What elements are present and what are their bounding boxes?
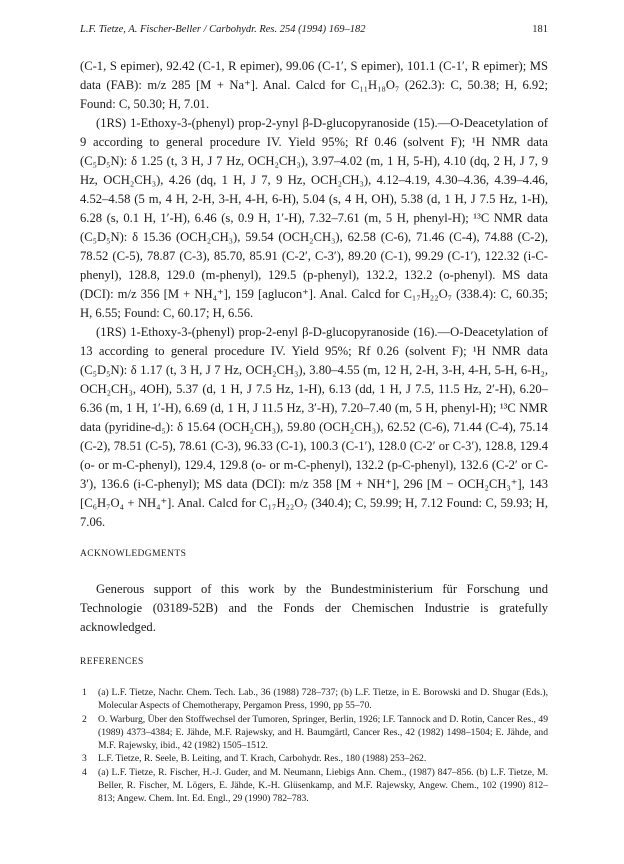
paragraph-compound-16: (1RS) 1-Ethoxy-3-(phenyl) prop-2-enyl β-D-glucopyranoside (16).—O-Deacetylation of 13 according to general procedure IV. Yield 95%; Rf 0.26 (solvent F); ¹H NMR data (C₅D₅N): δ 1.17 (t, 3 H, J 7 Hz, OCH₂CH₃), 3.80–4.55 (m, 12 H, 2-H, 3-H, 4-H, 5-H, 6-H₂, OCH₂CH₃, 4OH), 5.37 (d, 1 H, J 7.5 Hz, 1-H), 6.13 (dd, 1 H, J 7.5, 11.5 Hz, 2′-H), 6.20–6.36 (m, 1 H, 1′-H), 6.69 (d, 1 H, J 11.5 Hz, 3′-H), 7.20–7.40 (m, 5 H, phenyl-H); ¹³C NMR data (pyridine-d₅): δ 15.64 (OCH₂CH₃), 59.80 (OCH₂CH₃), 62.52 (C-6), 71.44 (C-4), 75.14 (C-2), 78.51 (C-5), 78.61 (C-3), 96.33 (C-1), 100.3 (C-1′), 128.0 (C-2′ or C-3′), 128.8, 129.4 (o- or m-C-phenyl), 129.4, 129.8 (o- or m-C-phenyl), 132.2 (p-C-phenyl), 132.6 (C-2′ or C-3′), 136.6 (i-C-phenyl); MS data (DCI): m/z 358 [M + NH⁺], 296 [M − OCH₂CH₃⁺], 143 [C₆H₇O₄ + NH₄⁺]. Anal. Calcd for C₁₇H₂₂O₇ (340.4); C, 59.99; H, 7.12 Found: C, 59.93; H, 7.06.	[80, 325, 548, 529]
reference-list	[80, 686, 548, 806]
reference-text: (a) L.F. Tietze, R. Fischer, H.-J. Guder, and M. Neumann, Liebigs Ann. Chem., (1987) 847–856. (b) L.F. Tietze, M. Beller, R. Fischer, M. Lögers, E. Jähde, K.-H. Glüsenkamp, and M.F. Rajewsky, Angew. Chem., 102 (1990) 812–813; Angew. Chem. Int. Ed. Engl., 29 (1990) 782–783.	[98, 766, 548, 805]
experimental-text	[80, 57, 548, 532]
reference-item	[80, 766, 548, 806]
reference-item	[80, 686, 548, 713]
acknowledgments-heading: ACKNOWLEDGMENTS	[80, 549, 187, 559]
references-heading: REFERENCES	[80, 657, 144, 667]
reference-number: 3	[82, 753, 87, 765]
reference-item	[80, 752, 548, 765]
reference-text: (a) L.F. Tietze, Nachr. Chem. Tech. Lab., 36 (1988) 728–737; (b) L.F. Tietze, in E. Borowski and D. Shugar (Eds.), Molecular Aspects of Chemotherapy, Pergamon Press, 1990, pp 55–70.	[98, 687, 548, 712]
reference-number: 2	[82, 713, 87, 725]
running-header	[80, 24, 548, 35]
running-title: L.F. Tietze, A. Fischer-Beller / Carbohydr. Res. 254 (1994) 169–182	[80, 24, 366, 35]
paragraph-continuation: (C-1, S epimer), 92.42 (C-1, R epimer), 99.06 (C-1′, S epimer), 101.1 (C-1′, R epimer); MS data (FAB): m/z 285 [M + Na⁺]. Anal. Calcd for C₁₁H₁₈O₇ (262.3): C, 50.38; H, 6.92; Found: C, 50.30; H, 7.01.	[80, 59, 548, 111]
reference-item	[80, 713, 548, 753]
reference-text: L.F. Tietze, R. Seele, B. Leiting, and T. Krach, Carbohydr. Res., 180 (1988) 253–262.	[98, 753, 427, 765]
acknowledgments-text: Generous support of this work by the Bundestministerium für Forschung und Technologie (03189-52B) and the Fonds der Chemischen Industrie is gratefully acknowledged.	[80, 582, 548, 634]
page-number: 181	[532, 24, 548, 35]
reference-number: 4	[82, 766, 87, 778]
reference-text: O. Warburg, Über den Stoffwechsel der Tumoren, Springer, Berlin, 1926; I.F. Tannock and D. Rotin, Cancer Res., 49 (1989) 4373–4384; E. Jähde, M.F. Rajewsky, and H. Baumgärtl, Cancer Res., 42 (1982) 1498–1504; E. Jähde, and M.F. Rajewsky, ibid., 42 (1982) 1505–1512.	[98, 713, 548, 752]
reference-number: 1	[82, 687, 87, 698]
paragraph-compound-15: (1RS) 1-Ethoxy-3-(phenyl) prop-2-ynyl β-D-glucopyranoside (15).—O-Deacetylation of 9 according to general procedure IV. Yield 95%; Rf 0.46 (solvent F); ¹H NMR data (C₅D₅N): δ 1.25 (t, 3 H, J 7 Hz, OCH₂CH₃), 3.97–4.02 (m, 1 H, 5-H), 4.10 (dq, 2 H, J 7, 9 Hz, OCH₂CH₃), 4.26 (dq, 1 H, J 7, 9 Hz, OCH₂CH₃), 4.12–4.19, 4.30–4.36, 4.39–4.46, 4.52–4.58 (5 m, 4 H, 2-H, 3-H, 4-H, 6-H), 5.04 (s, 4 H, OH), 5.38 (d, 1 H, J 7.5 Hz, 1-H), 6.28 (s, 0.1 H, 1′-H), 6.46 (s, 0.9 H, 1′-H), 7.32–7.61 (m, 5 H, phenyl-H); ¹³C NMR data (C₅D₅N): δ 15.36 (OCH₂CH₃), 59.54 (OCH₂CH₃), 62.58 (C-6), 71.46 (C-4), 74.88 (C-2), 78.52 (C-5), 78.87 (C-3), 85.70, 85.91 (C-2′, C-3′), 89.20 (C-1), 99.29 (C-1′), 122.32 (i-C-phenyl), 128.8, 129.0 (m-phenyl), 129.5 (p-phenyl), 132.2, 132.2 (o-phenyl). MS data (DCI): m/z 356 [M + NH₄⁺], 159 [aglucon⁺]. Anal. Calcd for C₁₇H₂₂O₇ (338.4): C, 60.35; H, 6.55; Found: C, 60.17; H, 6.56.	[80, 116, 548, 320]
